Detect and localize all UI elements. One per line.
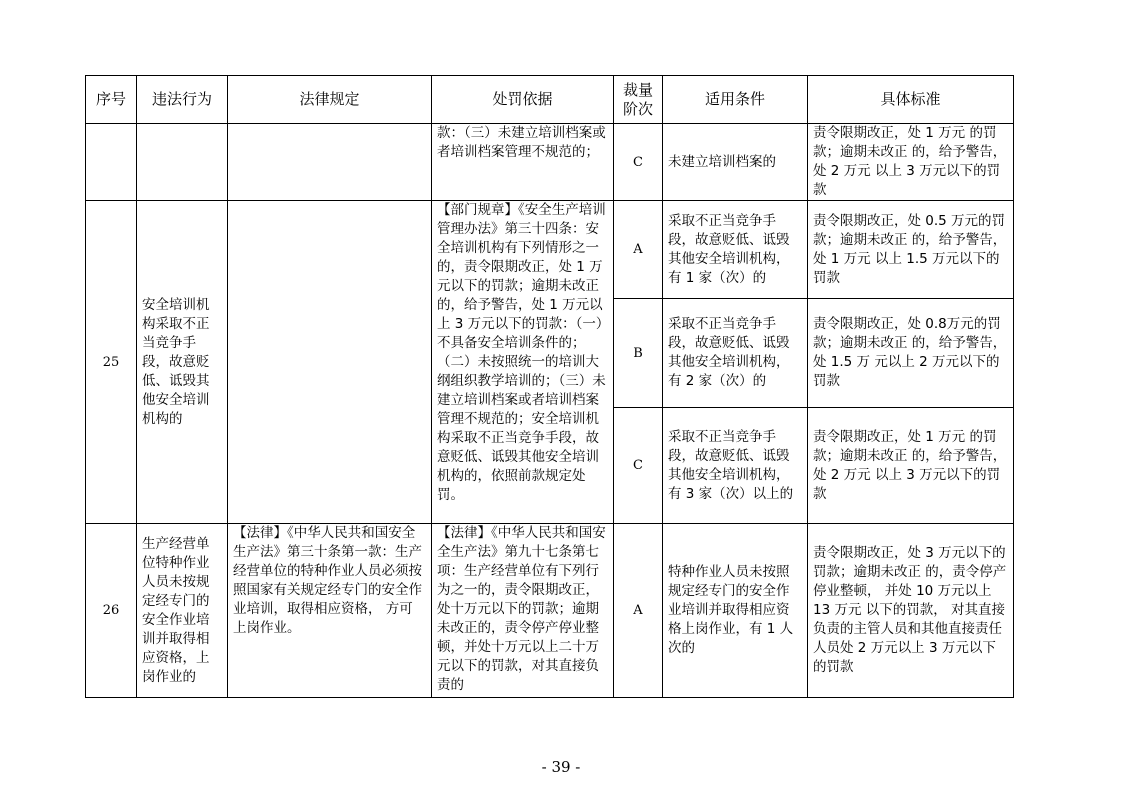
penalty-table	[85, 75, 1014, 698]
row25-standard-a: 责令限期改正，处 0.5 万元的罚款；逾期未改正 的，给予警告，处 1 万元 以上 1.5 万元以下的罚款	[808, 201, 1014, 299]
cont-no-cell	[86, 124, 137, 201]
cont-level-cell: C	[614, 124, 663, 201]
table-row	[86, 124, 1014, 201]
cont-law-cell	[228, 124, 432, 201]
row25-standard-b: 责令限期改正，处 0.8万元的罚款；逾期未改正 的，给予警告，处 1.5 万 元以上 2 万元以下的罚款	[808, 299, 1014, 408]
table-row	[86, 524, 1014, 698]
table-row	[86, 201, 1014, 299]
row26-behavior-cell: 生产经营单位特种作业人员未按规定经专门的安全作业培训并取得相应资格，上岗作业的	[137, 524, 228, 698]
page-number: - 39 -	[541, 758, 581, 776]
cont-behavior-cell	[137, 124, 228, 201]
cont-condition-cell: 未建立培训档案的	[663, 124, 808, 201]
row25-condition-c: 采取不正当竞争手段，故意贬低、诋毁其他安全培训机构，有 3 家（次）以上的	[663, 408, 808, 524]
header-behavior: 违法行为	[137, 76, 228, 124]
row26-condition-cell: 特种作业人员未按照规定经专门的安全作业培训并取得相应资格上岗作业，有 1 人次的	[663, 524, 808, 698]
row26-level-cell: A	[614, 524, 663, 698]
row26-law-cell: 【法律】《中华人民共和国安全生产法》第三十条第一款：生产经营单位的特种作业人员必须按照国家有关规定经专门的安全作业培训，取得相应资格， 方可上岗作业。	[228, 524, 432, 698]
row25-condition-b: 采取不正当竞争手段，故意贬低、诋毁其他安全培训机构，有 2 家（次）的	[663, 299, 808, 408]
row25-condition-a: 采取不正当竞争手段，故意贬低、诋毁其他安全培训机构，有 1 家（次）的	[663, 201, 808, 299]
row25-level-c: C	[614, 408, 663, 524]
header-standard: 具体标准	[808, 76, 1014, 124]
cont-basis-cell: 款：（三）未建立培训档案或者培训档案管理不规范的；	[432, 124, 614, 201]
row25-law-cell	[228, 201, 432, 524]
header-basis: 处罚依据	[432, 76, 614, 124]
header-no: 序号	[86, 76, 137, 124]
row25-basis-cell: 【部门规章】《安全生产培训管理办法》第三十四条：安全培训机构有下列情形之一的，责令限期改正，处 1 万元以下的罚款；逾期未改正的，给予警告，处 1 万元以上 3 万元以下的罚款：（一）不具备安全培训条件的；（二）未按照统一的培训大纲组织教学培训的；（三）未建立培训档案或者培训档案管理不规范的；安全培训机构采取不正当竞争手段，故意贬低、诋毁其他安全培训机构的，依照前款规定处罚。	[432, 201, 614, 524]
row25-level-b: B	[614, 299, 663, 408]
row25-behavior-cell: 安全培训机构采取不正当竞争手段，故意贬低、诋毁其他安全培训机构的	[137, 201, 228, 524]
header-law: 法律规定	[228, 76, 432, 124]
cont-standard-cell: 责令限期改正，处 1 万元 的罚款；逾期未改正 的，给予警告，处 2 万元 以上 3 万元以下的罚款	[808, 124, 1014, 201]
row25-level-a: A	[614, 201, 663, 299]
row25-no-cell: 25	[86, 201, 137, 524]
row26-standard-cell: 责令限期改正，处 3 万元以下的罚款；逾期未改正 的，责令停产停业整顿， 并处 10 万元以上 13 万元 以下的罚款， 对其直接负责的主管人员和其他直接责任人员处 2 万元以上 3 万元以下的罚款	[808, 524, 1014, 698]
row26-no-cell: 26	[86, 524, 137, 698]
header-level: 裁量阶次	[614, 76, 663, 124]
row26-basis-cell: 【法律】《中华人民共和国安全生产法》第九十七条第七项：生产经营单位有下列行为之一的，责令限期改正，处十万元以下的罚款；逾期未改正的，责令停产停业整顿，并处十万元以上二十万元以下的罚款，对其直接负责的	[432, 524, 614, 698]
header-condition: 适用条件	[663, 76, 808, 124]
header-row	[86, 76, 1014, 124]
row25-standard-c: 责令限期改正，处 1 万元 的罚款；逾期未改正 的，给予警告，处 2 万元 以上 3 万元以下的罚款	[808, 408, 1014, 524]
